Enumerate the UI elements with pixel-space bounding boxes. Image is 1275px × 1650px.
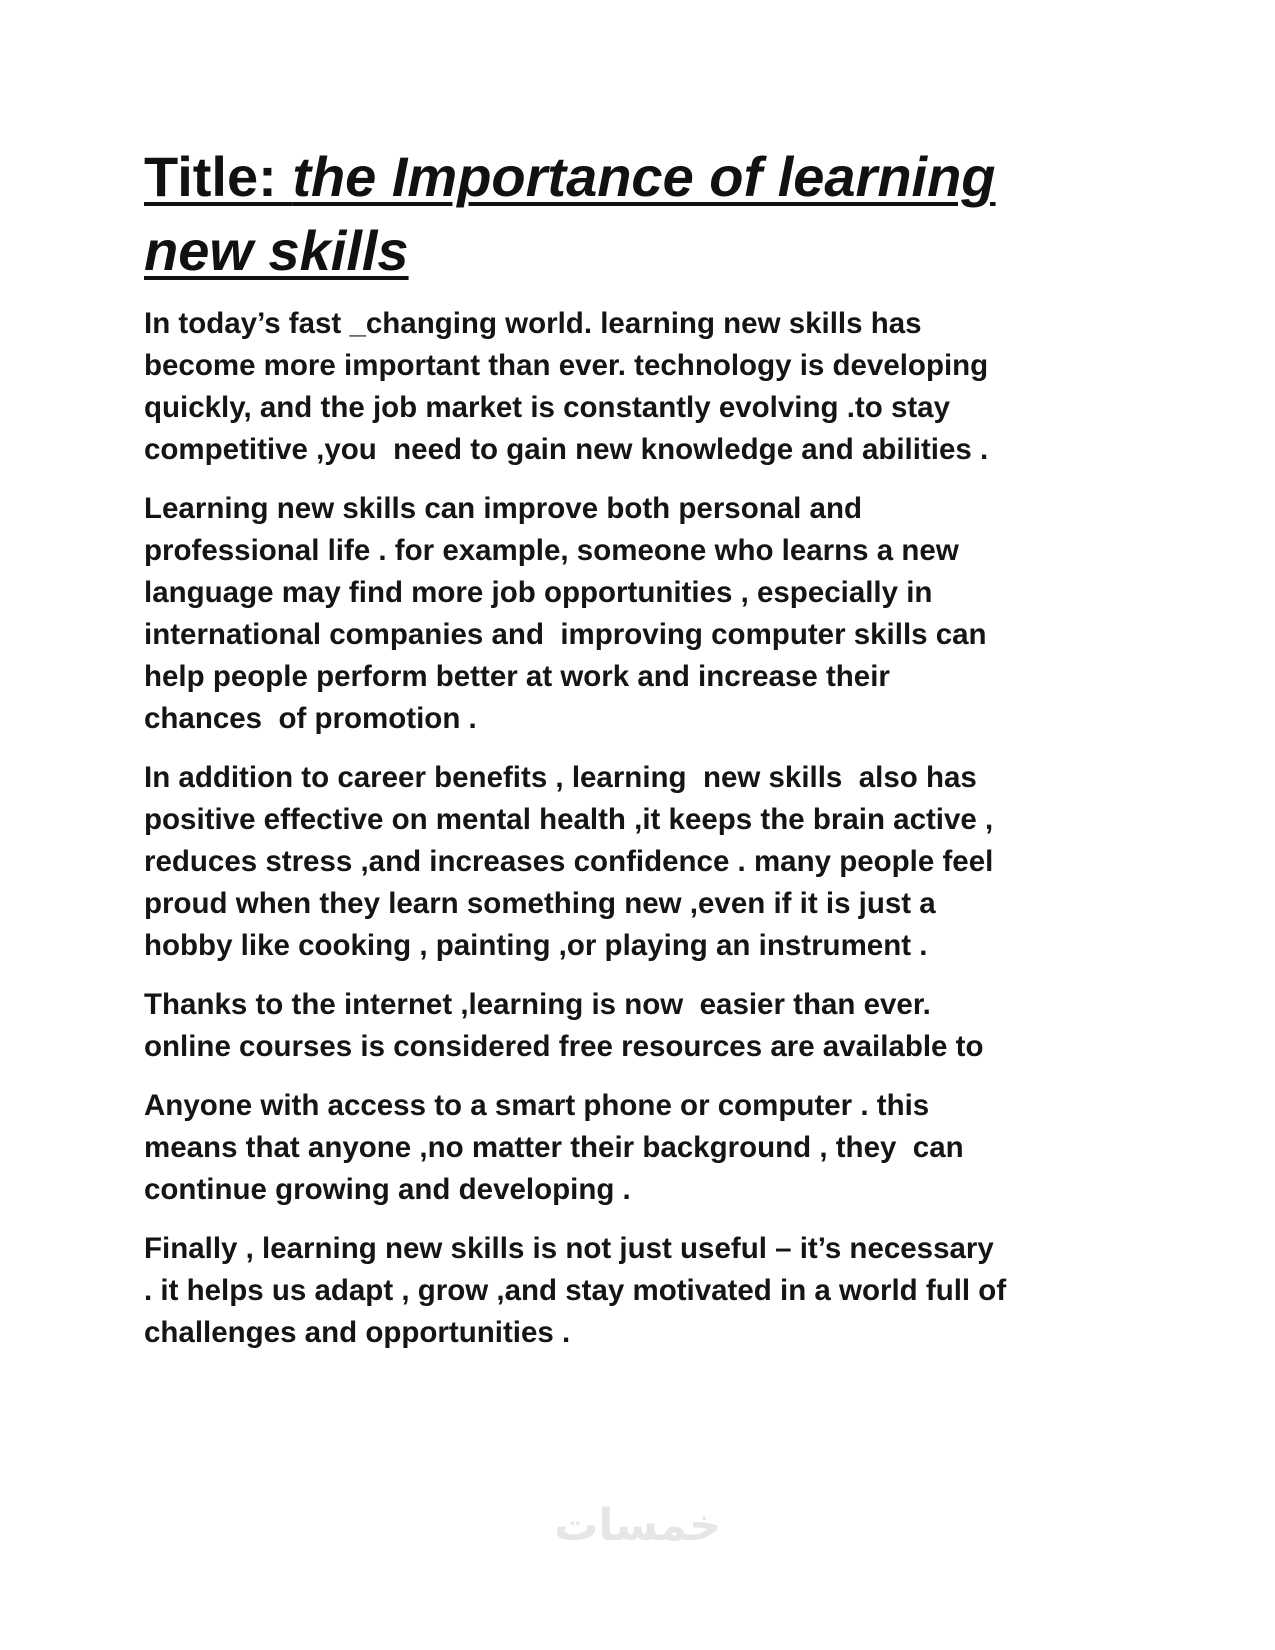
- paragraph-line: international companies and improving computer skills can: [144, 618, 987, 651]
- paragraph-line: continue growing and developing .: [144, 1173, 631, 1206]
- paragraph-line: become more important than ever. technology is developing: [144, 349, 989, 382]
- paragraph-line: means that anyone ,no matter their background , they can: [144, 1131, 964, 1164]
- paragraph-line: Finally , learning new skills is not just useful – it’s necessary: [144, 1232, 994, 1265]
- paragraph-4: [144, 984, 1104, 1068]
- title-emphasis: the Importance of learning new skills: [144, 145, 996, 282]
- paragraph-line: Learning new skills can improve both personal and: [144, 492, 862, 525]
- paragraph-line: quickly, and the job market is constantly evolving .to stay: [144, 391, 950, 424]
- watermark-logo: خمسات: [554, 1500, 721, 1551]
- paragraph-6: [144, 1228, 1104, 1354]
- paragraph-line: online courses is considered free resources are available to: [144, 1030, 984, 1063]
- paragraph-1: [144, 303, 1104, 471]
- paragraph-line: positive effective on mental health ,it keeps the brain active ,: [144, 803, 994, 836]
- paragraph-line: hobby like cooking , painting ,or playing an instrument .: [144, 929, 928, 962]
- paragraph-line: . it helps us adapt , grow ,and stay motivated in a world full of: [144, 1274, 1007, 1307]
- document-title: [144, 140, 1104, 288]
- paragraph-line: Thanks to the internet ,learning is now easier than ever.: [144, 988, 931, 1021]
- paragraph-3: [144, 757, 1104, 967]
- paragraph-line: reduces stress ,and increases confidence . many people feel: [144, 845, 994, 878]
- paragraph-2: [144, 488, 1104, 740]
- paragraph-line: professional life . for example, someone who learns a new: [144, 534, 959, 567]
- document-body: [144, 303, 1104, 1371]
- paragraph-line: chances of promotion .: [144, 702, 477, 735]
- paragraph-line: challenges and opportunities .: [144, 1316, 571, 1349]
- paragraph-line: language may find more job opportunities , especially in: [144, 576, 933, 609]
- paragraph-line: In today’s fast _changing world. learning new skills has: [144, 307, 922, 340]
- paragraph-line: In addition to career benefits , learning new skills also has: [144, 761, 977, 794]
- paragraph-5: [144, 1085, 1104, 1211]
- paragraph-line: competitive ,you need to gain new knowledge and abilities .: [144, 433, 989, 466]
- paragraph-line: help people perform better at work and increase their: [144, 660, 890, 693]
- title-prefix: Title:: [144, 145, 293, 208]
- paragraph-line: proud when they learn something new ,even if it is just a: [144, 887, 936, 920]
- paragraph-line: Anyone with access to a smart phone or computer . this: [144, 1089, 930, 1122]
